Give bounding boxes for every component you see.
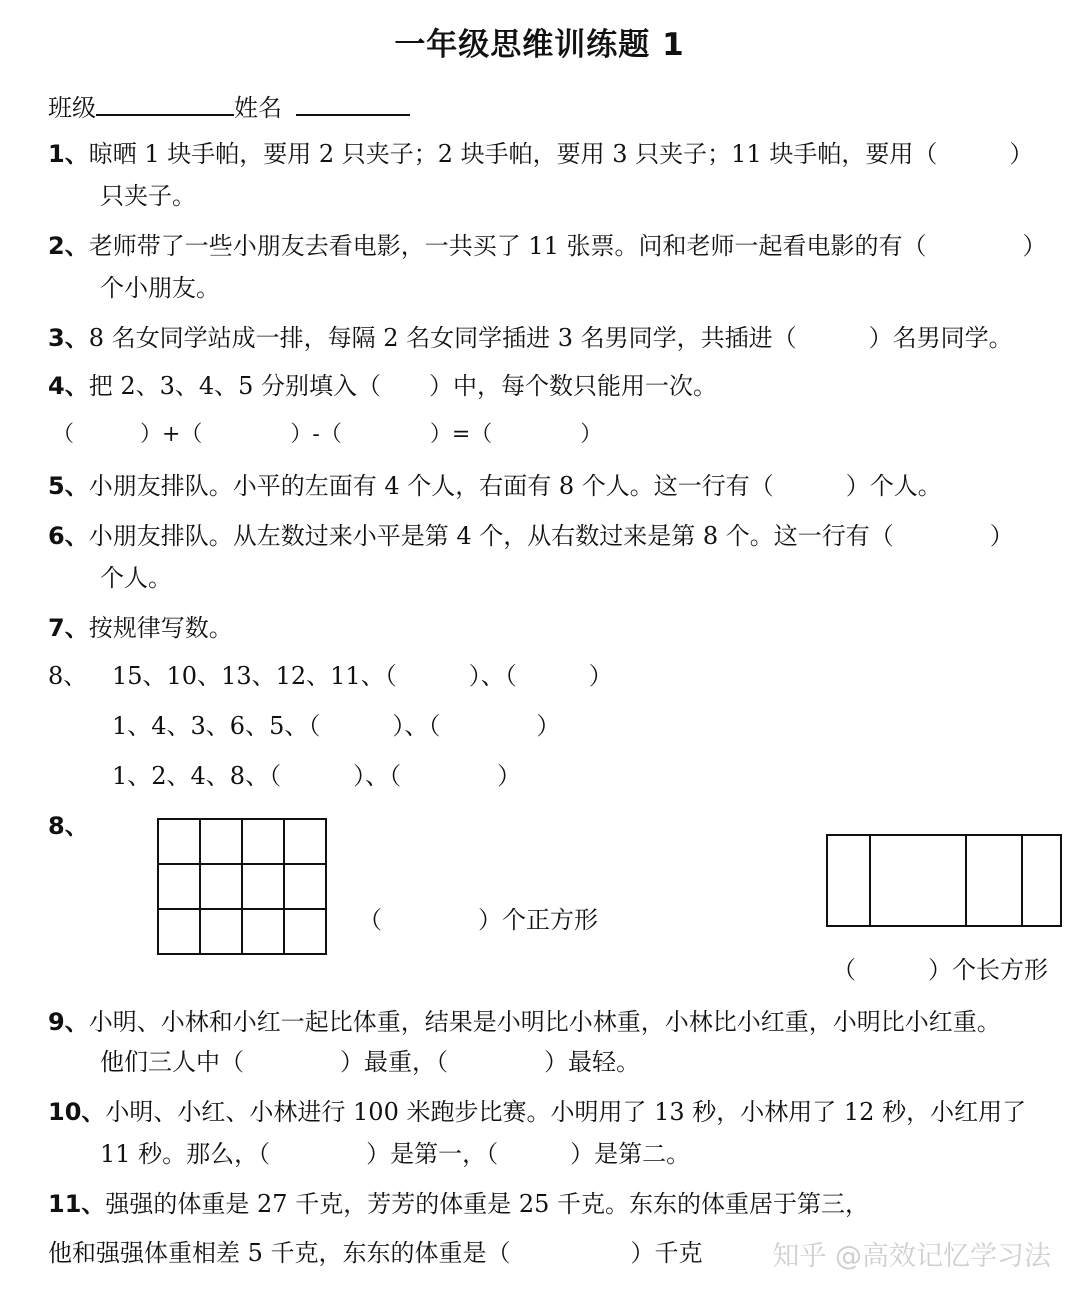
question-8-sequences-number: 8、 (48, 662, 88, 690)
sequence-row-1: 15、10、13、12、11、（ ）、（ ） (112, 662, 613, 690)
class-label: 班级 (48, 94, 96, 122)
question-text: 小朋友排队。小平的左面有 4 个人，右面有 8 个人。这一行有（ ）个人。 (88, 472, 942, 500)
question-text: 按规律写数。 (88, 614, 233, 642)
question-10 (48, 1100, 1026, 1124)
question-number: 2、 (48, 232, 89, 260)
question-3 (48, 326, 1013, 350)
question-text: 强强的体重是 27 千克，芳芳的体重是 25 千克。东东的体重居于第三， (105, 1190, 869, 1218)
class-name-line (48, 92, 410, 120)
name-blank (296, 92, 410, 116)
question-6-line2: 个人。 (100, 564, 172, 592)
question-1-line2: 只夹子。 (100, 182, 196, 210)
divider-line (1021, 836, 1023, 925)
name-label: 姓名 (234, 94, 282, 122)
question-2-line2: 个小朋友。 (100, 274, 220, 302)
question-9-line2: 他们三人中（ ）最重，（ ）最轻。 (100, 1048, 640, 1076)
question-number: 9、 (48, 1008, 89, 1036)
question-number: 3、 (48, 324, 89, 352)
question-number: 11、 (48, 1190, 106, 1218)
question-11 (48, 1192, 869, 1216)
question-2 (48, 234, 1047, 258)
question-number: 6、 (48, 522, 89, 550)
question-9 (48, 1010, 1001, 1034)
question-number: 5、 (48, 472, 89, 500)
question-number: 7、 (48, 614, 89, 642)
question-text: 小明、小红、小林进行 100 米跑步比赛。小明用了 13 秒，小林用了 12 秒，小红用了 (105, 1098, 1027, 1126)
question-1 (48, 142, 1033, 166)
squares-grid-figure (157, 818, 327, 955)
question-text: 8 名女同学站成一排，每隔 2 名女同学插进 3 名男同学，共插进（ ）名男同学。 (88, 324, 1013, 352)
divider-line (965, 836, 967, 925)
rectangles-figure (826, 834, 1062, 927)
question-number: 1、 (48, 140, 89, 168)
question-text: 小朋友排队。从左数过来小平是第 4 个，从右数过来是第 8 个。这一行有（ ） (88, 522, 1014, 550)
question-number: 10、 (48, 1098, 106, 1126)
divider-line (869, 836, 871, 925)
question-number: 4、 (48, 372, 89, 400)
question-5 (48, 474, 942, 498)
question-text: 小明、小林和小红一起比体重，结果是小明比小林重，小林比小红重，小明比小红重。 (88, 1008, 1001, 1036)
squares-answer: （ ）个正方形 (358, 906, 598, 934)
question-text: 晾晒 1 块手帕，要用 2 只夹子；2 块手帕，要用 3 只夹子；11 块手帕，要用（ ） (88, 140, 1034, 168)
question-7 (48, 616, 233, 640)
question-text: 老师带了一些小朋友去看电影，一共买了 11 张票。问和老师一起看电影的有（ ） (88, 232, 1047, 260)
watermark: 知乎 @高效记忆学习法 (772, 1241, 1051, 1272)
sequence-row-2: 1、4、3、6、5、（ ）、（ ） (112, 712, 561, 740)
question-11-line2: 他和强强体重相差 5 千克，东东的体重是（ ）千克 (48, 1239, 703, 1267)
sequence-row-3: 1、2、4、8、（ ）、（ ） (112, 762, 522, 790)
question-6 (48, 524, 1014, 548)
question-4 (48, 374, 717, 398)
question-text: 把 2、3、4、5 分别填入（ ）中，每个数只能用一次。 (88, 372, 718, 400)
class-blank (96, 92, 234, 116)
question-4-equation: （ ）+（ ）-（ ）=（ ） (52, 422, 603, 447)
question-8-figures-number: 8、 (48, 812, 89, 840)
question-10-line2: 11 秒。那么，（ ）是第一，（ ）是第二。 (100, 1140, 691, 1168)
page-title: 一年级思维训练题 1 (394, 27, 685, 63)
rectangles-answer: （ ）个长方形 (832, 956, 1048, 984)
